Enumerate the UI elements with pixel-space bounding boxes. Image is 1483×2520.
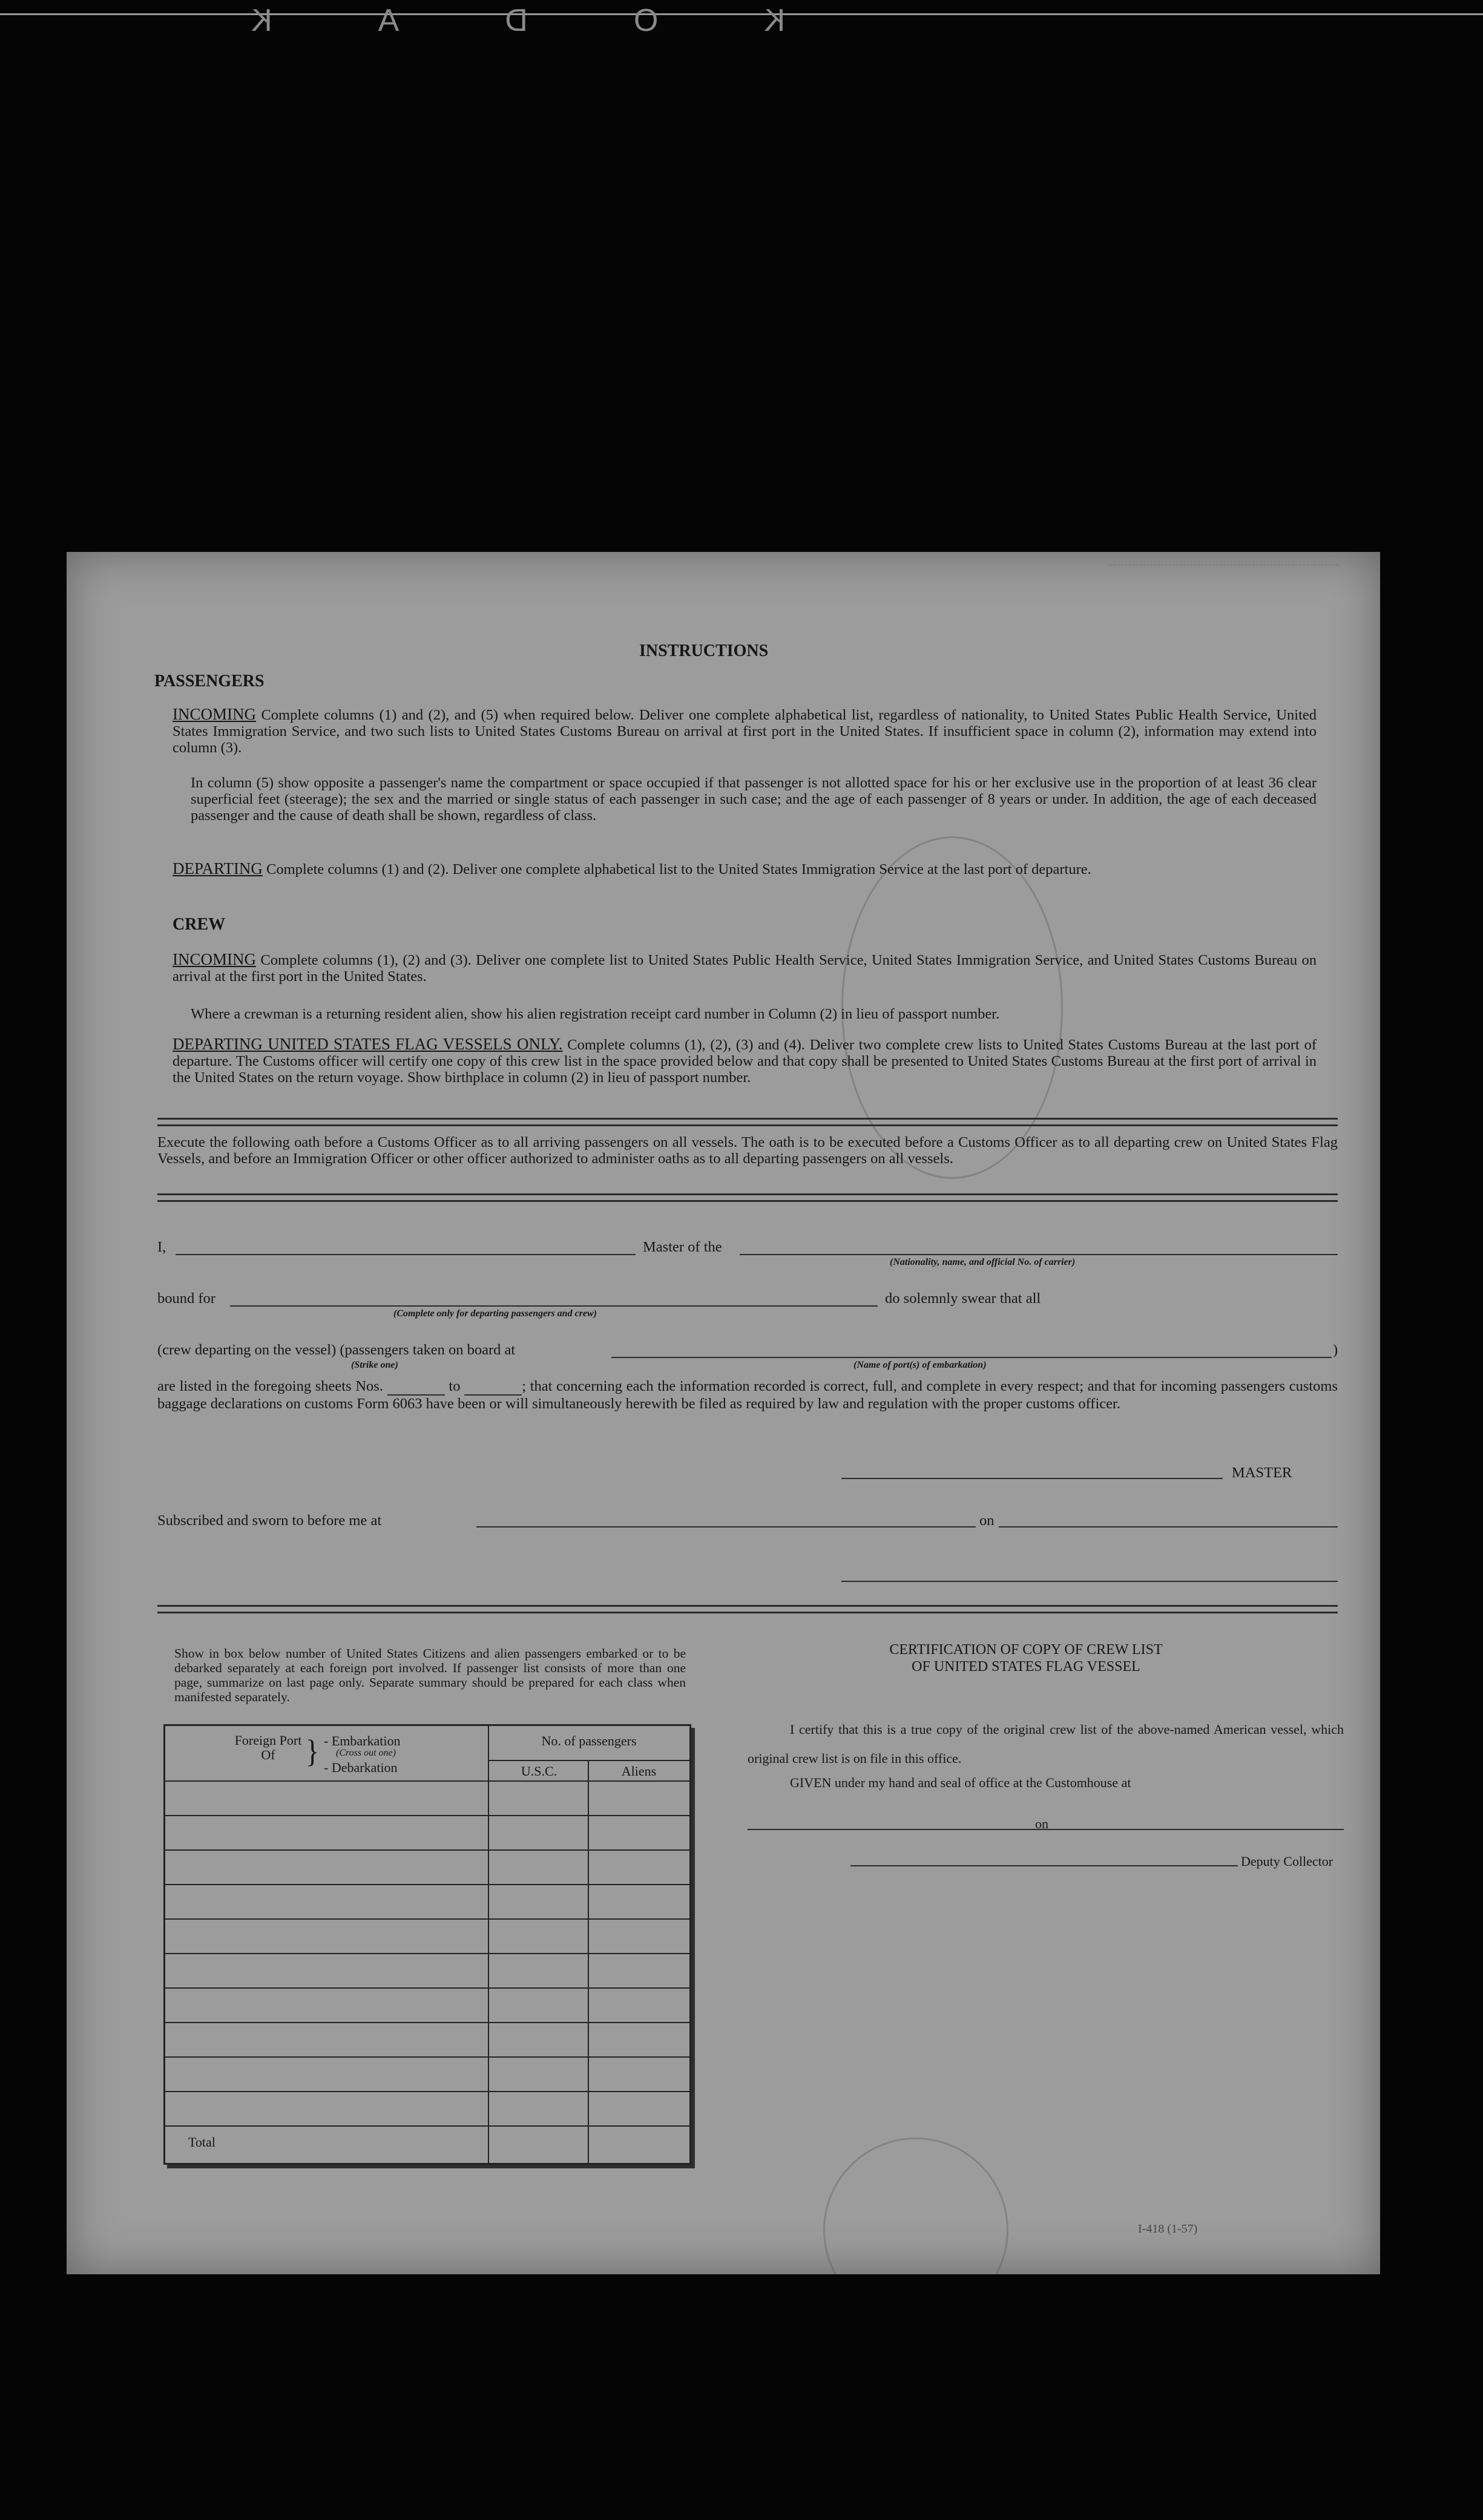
solemnly-swear-text: do solemnly swear that all <box>885 1290 1041 1307</box>
certification-title-line2: OF UNITED STATES FLAG VESSEL <box>912 1659 1140 1675</box>
embarkation-port-field[interactable] <box>611 1357 1332 1358</box>
officer-signature-field[interactable] <box>841 1581 1338 1582</box>
certification-title <box>814 1641 1238 1675</box>
no-of-passengers-header: No. of passengers <box>541 1733 637 1748</box>
passengers-departing-paragraph <box>173 861 1317 878</box>
table-row[interactable] <box>165 1849 689 1851</box>
master-signature-field[interactable] <box>841 1478 1223 1479</box>
deputy-collector-label: Deputy Collector <box>1241 1854 1333 1869</box>
embarkation-label[interactable]: - Embarkation <box>324 1733 401 1748</box>
passengers-departing-label: DEPARTING <box>173 859 263 878</box>
column-divider-usc <box>588 1760 589 2163</box>
instructions-title: INSTRUCTIONS <box>639 641 769 660</box>
summary-instructions: Show in box below number of United States Citizens and alien passengers embarked or to be debarked separately at each foreign port involved. If passenger list consists of more than one page, summarize on last page only. Separate summary should be prepared for each class when manifested separately. <box>174 1646 686 1704</box>
sworn-on-label: on <box>979 1512 995 1529</box>
close-paren: ) <box>1333 1342 1338 1358</box>
deputy-signature-field[interactable] <box>850 1865 1238 1866</box>
table-row[interactable] <box>165 1884 689 1885</box>
summary-table-header <box>165 1726 689 1782</box>
certification-title-line1: CERTIFICATION OF COPY OF CREW LIST <box>889 1642 1163 1658</box>
strike-one-caption: (Strike one) <box>351 1360 398 1370</box>
oath-statement-text: ; that concerning each the information recorded is correct, full, and complete in every respect; and that for incoming passengers customs baggage declarations on customs Form 6063 have been or will simultaneously herewith be filed as required by law and regulation with the proper customs officer. <box>157 1378 1338 1412</box>
crew-incoming-label: INCOMING <box>173 950 256 968</box>
column5-paragraph: In column (5) show opposite a passenger's name the compartment or space occupied if that passenger is not allotted space for his or her exclusive use in the proportion of at least 36 clear superficial feet (steerage); the sex and the married or single status of each passenger in such case; and the age of each passenger of 8 years or under. In addition, the age of each deceased passenger and the cause of death shall be shown, regardless of class. <box>191 775 1317 824</box>
passengers-departing-text: Complete columns (1) and (2). Deliver one complete alphabetical list to the United States Immigration Service at the last port of departure. <box>266 861 1091 878</box>
table-row[interactable] <box>165 2022 689 2023</box>
divider-double-top <box>157 1118 1338 1126</box>
column-divider-port <box>488 1726 489 2163</box>
certification-text: I certify that this is a true copy of the original crew list of the above-named American vessel, which original crew list is on file in this office. <box>748 1722 1344 1766</box>
table-row[interactable] <box>165 2056 689 2058</box>
table-row[interactable] <box>165 1953 689 1954</box>
bleed-through-stamp-lower <box>823 2138 1008 2274</box>
foreign-port-of-label: Foreign Port Of <box>234 1733 302 1762</box>
bound-for-caption: (Complete only for departing passengers and crew) <box>393 1308 597 1319</box>
sheet-from-field[interactable] <box>387 1378 445 1396</box>
table-row[interactable] <box>165 1815 689 1816</box>
certification-date-field[interactable] <box>1053 1829 1344 1830</box>
subscribed-label: Subscribed and sworn to before me at <box>157 1512 382 1529</box>
sworn-at-field[interactable] <box>476 1526 976 1527</box>
bound-for-label: bound for <box>157 1290 215 1307</box>
aliens-header: Aliens <box>621 1764 657 1779</box>
sheets-to-label: to <box>449 1378 461 1394</box>
embarkation-caption: (Name of port(s) of embarkation) <box>853 1360 987 1370</box>
master-of-the-label: Master of the <box>643 1239 722 1255</box>
crew-departing-phrase: (crew departing on the vessel) (passengers taken on board at <box>157 1342 516 1358</box>
total-label: Total <box>188 2134 215 2150</box>
given-text: GIVEN under my hand and seal of office at the Customhouse at <box>790 1775 1131 1790</box>
bleed-through-mark <box>1108 564 1338 632</box>
usc-header: U.S.C. <box>521 1764 557 1779</box>
table-row[interactable] <box>165 1987 689 1989</box>
crew-heading: CREW <box>173 915 226 934</box>
film-brand-lettering: KODAK <box>145 3 786 38</box>
form-number: I-418 (1-57) <box>1138 2222 1198 2236</box>
crewman-paragraph: Where a crewman is a returning resident alien, show his alien registration receipt card number in Column (2) in lieu of passport number. <box>191 1006 1000 1022</box>
table-row[interactable] <box>165 2091 689 2092</box>
debarkation-label[interactable]: - Debarkation <box>324 1760 398 1775</box>
form-page <box>67 552 1380 2274</box>
master-label: MASTER <box>1232 1465 1292 1481</box>
carrier-field[interactable] <box>740 1254 1338 1255</box>
sworn-date-field[interactable] <box>999 1526 1338 1527</box>
crew-departing-paragraph <box>173 1036 1317 1086</box>
master-name-field[interactable] <box>176 1254 636 1255</box>
crew-incoming-paragraph <box>173 951 1317 985</box>
passengers-incoming-paragraph <box>173 706 1317 756</box>
passengers-incoming-text: Complete columns (1) and (2), and (5) when required below. Deliver one complete alphabetical list, regardless of nationality, to United States Public Health Service, United States Immigration Service, and two such lists to United States Customs Bureau on arrival at first port in the United States. If insufficient space in column (2), information may extend into column (3). <box>173 707 1317 756</box>
oath-statement <box>157 1378 1338 1412</box>
cross-out-note: (Cross out one) <box>336 1748 396 1758</box>
carrier-caption: (Nationality, name, and official No. of carrier) <box>890 1257 1076 1267</box>
sheets-label: are listed in the foregoing sheets Nos. <box>157 1378 383 1394</box>
passengers-incoming-label: INCOMING <box>173 705 256 723</box>
crew-incoming-text: Complete columns (1), (2) and (3). Deliver one complete list to United States Public Health Service, United States Immigration Service, and United States Customs Bureau on arrival at the first port in the United States. <box>173 952 1317 985</box>
crew-departing-text: Complete columns (1), (2), (3) and (4). Deliver two complete crew lists to United States Customs Bureau at the last port of departure. The Customs officer will certify one copy of this crew list in the space provided below and that copy shall be presented to United States Customs Bureau at the first port of arrival in the United States on the return voyage. Show birthplace in column (2) in lieu of passport number. <box>173 1037 1317 1086</box>
table-row[interactable] <box>165 2125 689 2127</box>
divider-double-lower <box>157 1605 1338 1613</box>
brace-glyph: } <box>306 1733 320 1769</box>
table-row[interactable] <box>165 1918 689 1920</box>
sheet-to-field[interactable] <box>464 1378 522 1396</box>
crew-departing-label: DEPARTING UNITED STATES FLAG VESSELS ONLY. <box>173 1035 563 1053</box>
certification-on-label: on <box>1035 1816 1048 1831</box>
bound-for-field[interactable] <box>230 1305 878 1307</box>
divider-double-oath <box>157 1193 1338 1202</box>
oath-intro-paragraph: Execute the following oath before a Customs Officer as to all arriving passengers on all vessels. The oath is to be executed before a Customs Officer as to all departing crew on United States Flag Vessels, and before an Immigration Officer or other officer authorized to administer oaths as to all departing passengers on all vessels. <box>157 1134 1338 1167</box>
oath-i-label: I, <box>157 1239 166 1255</box>
passenger-summary-table <box>163 1724 691 2165</box>
passengers-heading: PASSENGERS <box>154 672 265 691</box>
